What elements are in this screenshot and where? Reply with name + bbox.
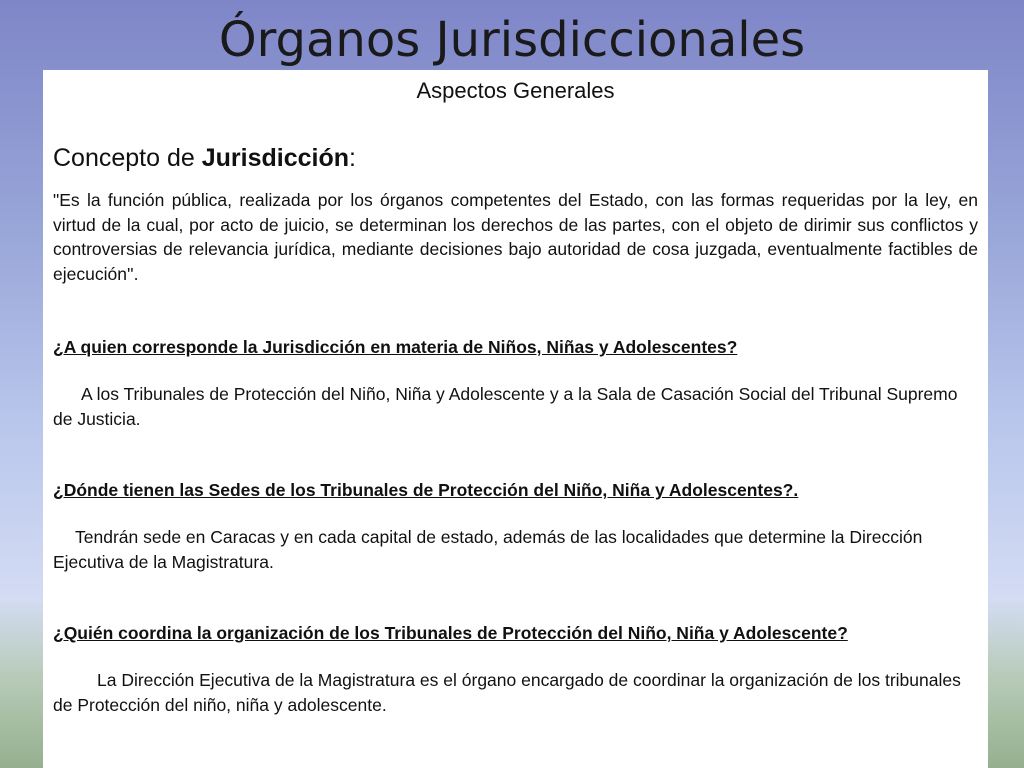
answer-2: Tendrán sede en Caracas y en cada capital de estado, además de las localidades que determine la Dirección Ejecutiva de la Magistratura. [53,527,923,572]
question-1: ¿A quien corresponde la Jurisdicción en materia de Niños, Niñas y Adolescentes? [53,337,738,357]
concept-term: Jurisdicción [201,144,349,172]
concept-heading [53,144,356,173]
concept-definition: "Es la función pública, realizada por los órganos competentes del Estado, con las formas requeridas por la ley, en virtud de la cual, por acto de juicio, se determinan los derechos de las partes, con el objeto de dirimir sus conflictos y controversias de relevancia jurídica, mediante decisiones bajo autoridad de cosa juzgada, eventualmente factibles de ejecución''. [53,190,978,284]
answer-1: A los Tribunales de Protección del Niño, Niña y Adolescente y a la Sala de Casación Social del Tribunal Supremo de Justicia. [53,384,958,429]
slide-title: Órganos Jurisdiccionales [218,12,806,68]
content-box [43,70,988,768]
question-3: ¿Quién coordina la organización de los Tribunales de Protección del Niño, Niña y Adolescente? [53,623,848,643]
concept-suffix: : [348,144,356,172]
answer-3: La Dirección Ejecutiva de la Magistratura es el órgano encargado de coordinar la organización de los tribunales de Protección del niño, niña y adolescente. [53,670,961,715]
concept-prefix: Concepto de [53,144,202,172]
slide-subtitle: Aspectos Generales [416,78,615,103]
question-2: ¿Dónde tienen las Sedes de los Tribunales de Protección del Niño, Niña y Adolescentes?. [53,480,799,500]
